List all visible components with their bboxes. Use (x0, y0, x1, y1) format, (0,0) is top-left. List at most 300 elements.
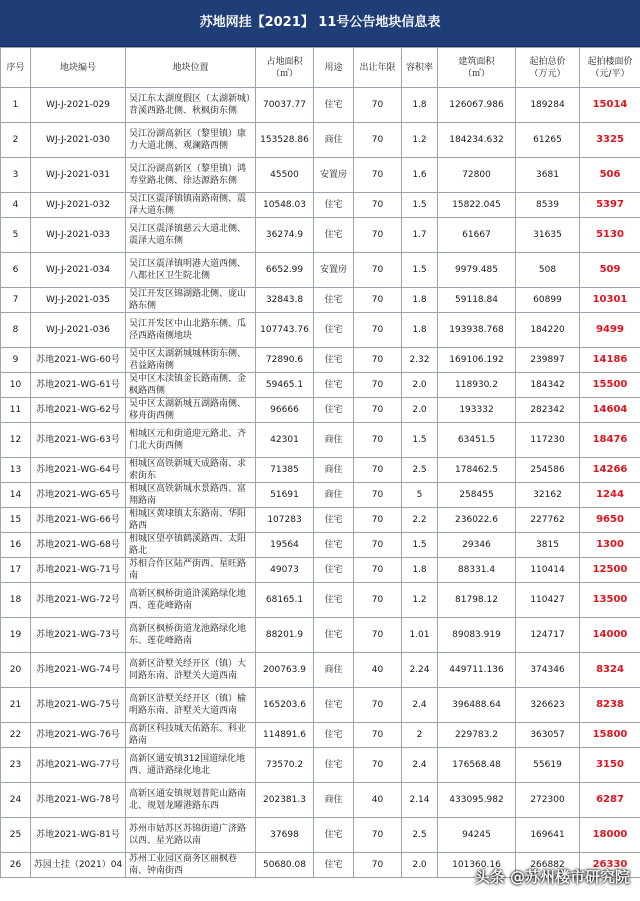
lease-years-cell: 70 (354, 88, 402, 123)
floor-area-cell: 229783.2 (438, 723, 516, 748)
plot-code-cell: 苏地2021-WG-65号 (31, 483, 126, 508)
starting-total-price-cell: 184342 (516, 373, 580, 398)
floor-area-cell: 126067.986 (438, 88, 516, 123)
land-area-cell: 165203.6 (256, 688, 314, 723)
plot-code-cell: WJ-J-2021-034 (31, 253, 126, 288)
table-row (1, 653, 640, 688)
plot-location-cell: 高新区浒墅关经开区（镇）榆明路东南、浒墅关大道西南 (126, 688, 256, 723)
land-use-cell: 住宅 (314, 688, 354, 723)
plot-code-cell: WJ-J-2021-035 (31, 288, 126, 313)
plot-ratio-cell: 2.0 (402, 853, 438, 878)
plot-location-cell: 吴中区太湖新城城林街东侧、君益路南侧 (126, 348, 256, 373)
land-use-cell: 住宅 (314, 218, 354, 253)
plot-ratio-cell: 2.24 (402, 653, 438, 688)
lease-years-cell: 70 (354, 123, 402, 158)
land-use-cell: 住宅 (314, 723, 354, 748)
plot-location-cell: 相城区高铁新城水景路西、富翔路南 (126, 483, 256, 508)
table-row (1, 193, 640, 218)
lease-years-cell: 70 (354, 423, 402, 458)
land-area-cell: 200763.9 (256, 653, 314, 688)
plot-code-cell: WJ-J-2021-030 (31, 123, 126, 158)
floor-area-cell: 59118.84 (438, 288, 516, 313)
row-index-cell: 17 (1, 558, 31, 583)
watermark-text: 头条 @苏州楼市研究院 (474, 868, 630, 886)
floor-area-cell: 449711.136 (438, 653, 516, 688)
plot-ratio-cell: 2 (402, 723, 438, 748)
starting-floor-price-cell: 509 (580, 253, 640, 288)
starting-total-price-cell: 239897 (516, 348, 580, 373)
floor-area-cell: 176568.48 (438, 748, 516, 783)
land-area-cell: 32843.8 (256, 288, 314, 313)
land-use-cell: 安置房 (314, 253, 354, 288)
lease-years-cell: 70 (354, 158, 402, 193)
land-area-cell: 71385 (256, 458, 314, 483)
land-use-cell: 住宅 (314, 748, 354, 783)
land-area-cell: 68165.1 (256, 583, 314, 618)
plot-code-cell: WJ-J-2021-033 (31, 218, 126, 253)
plot-code-cell: 苏地2021-WG-64号 (31, 458, 126, 483)
starting-total-price-cell: 374346 (516, 653, 580, 688)
plot-location-cell: 高新区通安镇312国道绿化地西、通浒路绿化地北 (126, 748, 256, 783)
plot-location-cell: 高新区通安镇规划普陀山路南北、规划龙曜港路东西 (126, 783, 256, 818)
starting-total-price-cell: 227762 (516, 508, 580, 533)
plot-location-cell: 吴江开发区锦湖路北侧、庞山路东侧 (126, 288, 256, 313)
plot-code-cell: WJ-J-2021-031 (31, 158, 126, 193)
column-header: 地块位置 (126, 48, 256, 88)
floor-area-cell: 88331.4 (438, 558, 516, 583)
lease-years-cell: 70 (354, 218, 402, 253)
floor-area-cell: 63451.5 (438, 423, 516, 458)
lease-years-cell: 70 (354, 723, 402, 748)
starting-total-price-cell: 32162 (516, 483, 580, 508)
plot-location-cell: 吴江汾湖高新区（黎里镇）鸿寿堂路北侧、徐达源路东侧 (126, 158, 256, 193)
starting-total-price-cell: 326623 (516, 688, 580, 723)
land-use-cell: 住宅 (314, 818, 354, 853)
lease-years-cell: 70 (354, 748, 402, 783)
plot-location-cell: 相城区元和街道迎元路北、齐门北大街西侧 (126, 423, 256, 458)
starting-floor-price-cell: 5397 (580, 193, 640, 218)
land-area-cell: 72890.6 (256, 348, 314, 373)
starting-floor-price-cell: 14186 (580, 348, 640, 373)
plot-code-cell: WJ-J-2021-032 (31, 193, 126, 218)
land-area-cell: 107743.76 (256, 313, 314, 348)
lease-years-cell: 70 (354, 193, 402, 218)
table-row (1, 558, 640, 583)
plot-code-cell: 苏地2021-WG-63号 (31, 423, 126, 458)
starting-total-price-cell: 60899 (516, 288, 580, 313)
floor-area-cell: 9979.485 (438, 253, 516, 288)
plot-code-cell: 苏地2021-WG-61号 (31, 373, 126, 398)
land-area-cell: 202381.3 (256, 783, 314, 818)
table-header (1, 48, 640, 88)
land-area-cell: 19564 (256, 533, 314, 558)
land-use-cell: 住宅 (314, 348, 354, 373)
starting-total-price-cell: 117230 (516, 423, 580, 458)
lease-years-cell: 70 (354, 458, 402, 483)
plot-location-cell: 吴江区震泽镇明港大道西侧、八都社区卫生院北侧 (126, 253, 256, 288)
row-index-cell: 1 (1, 88, 31, 123)
plot-ratio-cell: 1.8 (402, 558, 438, 583)
starting-total-price-cell: 266882 (516, 853, 580, 878)
starting-total-price-cell: 363057 (516, 723, 580, 748)
plot-ratio-cell: 1.5 (402, 533, 438, 558)
land-use-cell: 商住 (314, 458, 354, 483)
starting-total-price-cell: 254586 (516, 458, 580, 483)
header-row (1, 48, 640, 88)
floor-area-cell: 193332 (438, 398, 516, 423)
plot-location-cell: 相城区高铁新城天成路南、求索街东 (126, 458, 256, 483)
table-row (1, 253, 640, 288)
land-use-cell: 商住 (314, 483, 354, 508)
lease-years-cell: 70 (354, 313, 402, 348)
plot-ratio-cell: 1.2 (402, 583, 438, 618)
land-area-cell: 107283 (256, 508, 314, 533)
land-area-cell: 36274.9 (256, 218, 314, 253)
table-row (1, 688, 640, 723)
land-area-cell: 59465.1 (256, 373, 314, 398)
table-row (1, 88, 640, 123)
row-index-cell: 25 (1, 818, 31, 853)
column-header: 出让年限 (354, 48, 402, 88)
column-header: 容积率 (402, 48, 438, 88)
table-row (1, 783, 640, 818)
land-use-cell: 住宅 (314, 558, 354, 583)
plot-ratio-cell: 1.5 (402, 193, 438, 218)
lease-years-cell: 70 (354, 618, 402, 653)
plot-location-cell: 高新区浒墅关经开区（镇）大同路东南、浒墅关大道西南 (126, 653, 256, 688)
row-index-cell: 19 (1, 618, 31, 653)
column-header: 起拍总价 （万元） (516, 48, 580, 88)
table-row (1, 423, 640, 458)
starting-total-price-cell: 124717 (516, 618, 580, 653)
land-use-cell: 住宅 (314, 373, 354, 398)
plot-ratio-cell: 1.8 (402, 313, 438, 348)
starting-floor-price-cell: 3150 (580, 748, 640, 783)
starting-floor-price-cell: 14266 (580, 458, 640, 483)
table-row (1, 618, 640, 653)
lease-years-cell: 70 (354, 348, 402, 373)
row-index-cell: 20 (1, 653, 31, 688)
row-index-cell: 7 (1, 288, 31, 313)
floor-area-cell: 89083.919 (438, 618, 516, 653)
land-area-cell: 50680.08 (256, 853, 314, 878)
plot-location-cell: 相城区黄埭镇太东路南、华阳路西 (126, 508, 256, 533)
lease-years-cell: 70 (354, 533, 402, 558)
land-use-cell: 住宅 (314, 398, 354, 423)
plot-location-cell: 吴江汾湖高新区（黎里镇）康力大道北侧、观澜路西侧 (126, 123, 256, 158)
plot-code-cell: 苏地2021-WG-60号 (31, 348, 126, 373)
land-use-cell: 住宅 (314, 583, 354, 618)
floor-area-cell: 118930.2 (438, 373, 516, 398)
table-row (1, 288, 640, 313)
land-use-cell: 商住 (314, 423, 354, 458)
land-use-cell: 商住 (314, 783, 354, 818)
starting-floor-price-cell: 14000 (580, 618, 640, 653)
table-row (1, 583, 640, 618)
plot-location-cell: 相城区望亭镇鹤溪路西、太阳路北 (126, 533, 256, 558)
lease-years-cell: 40 (354, 783, 402, 818)
lease-years-cell: 70 (354, 688, 402, 723)
plot-code-cell: 苏地2021-WG-81号 (31, 818, 126, 853)
plot-location-cell: 吴江区震泽镇慈云大道北侧、震泽大道东侧 (126, 218, 256, 253)
land-use-cell: 住宅 (314, 313, 354, 348)
plot-location-cell: 苏州工业园区商务区丽枫巷南、钟南街西 (126, 853, 256, 878)
land-table (0, 47, 640, 878)
plot-ratio-cell: 2.32 (402, 348, 438, 373)
land-area-cell: 6652.99 (256, 253, 314, 288)
table-row (1, 818, 640, 853)
plot-location-cell: 吴江开发区中山北路东侧、瓜泾西路南侧地块 (126, 313, 256, 348)
starting-floor-price-cell: 12500 (580, 558, 640, 583)
table-row (1, 158, 640, 193)
plot-location-cell: 苏州市姑苏区苏锦街道广济路以西、星光路以南 (126, 818, 256, 853)
starting-total-price-cell: 31635 (516, 218, 580, 253)
plot-code-cell: WJ-J-2021-029 (31, 88, 126, 123)
plot-ratio-cell: 2.5 (402, 458, 438, 483)
floor-area-cell: 433095.982 (438, 783, 516, 818)
table-row (1, 123, 640, 158)
land-area-cell: 37698 (256, 818, 314, 853)
table-row (1, 483, 640, 508)
plot-ratio-cell: 1.7 (402, 218, 438, 253)
lease-years-cell: 40 (354, 653, 402, 688)
plot-code-cell: 苏园土挂（2021）04 (31, 853, 126, 878)
starting-floor-price-cell: 10301 (580, 288, 640, 313)
plot-ratio-cell: 1.5 (402, 423, 438, 458)
watermark (475, 866, 630, 887)
lease-years-cell: 70 (354, 558, 402, 583)
plot-ratio-cell: 2.5 (402, 818, 438, 853)
land-use-cell: 商住 (314, 123, 354, 158)
row-index-cell: 9 (1, 348, 31, 373)
plot-ratio-cell: 1.01 (402, 618, 438, 653)
plot-code-cell: 苏地2021-WG-76号 (31, 723, 126, 748)
plot-code-cell: WJ-J-2021-036 (31, 313, 126, 348)
table-title: 苏地网挂【2021】 11号公告地块信息表 (0, 0, 640, 47)
floor-area-cell: 15822.045 (438, 193, 516, 218)
land-area-cell: 73570.2 (256, 748, 314, 783)
lease-years-cell: 70 (354, 818, 402, 853)
land-use-cell: 安置房 (314, 158, 354, 193)
row-index-cell: 16 (1, 533, 31, 558)
column-header: 占地面积 （㎡） (256, 48, 314, 88)
row-index-cell: 14 (1, 483, 31, 508)
plot-code-cell: 苏地2021-WG-73号 (31, 618, 126, 653)
column-header: 序号 (1, 48, 31, 88)
plot-ratio-cell: 5 (402, 483, 438, 508)
starting-total-price-cell: 8539 (516, 193, 580, 218)
lease-years-cell: 70 (354, 583, 402, 618)
starting-total-price-cell: 61265 (516, 123, 580, 158)
floor-area-cell: 29346 (438, 533, 516, 558)
row-index-cell: 8 (1, 313, 31, 348)
land-area-cell: 96666 (256, 398, 314, 423)
starting-floor-price-cell: 6287 (580, 783, 640, 818)
starting-floor-price-cell: 15500 (580, 373, 640, 398)
starting-floor-price-cell: 9650 (580, 508, 640, 533)
column-header: 地块编号 (31, 48, 126, 88)
plot-code-cell: 苏地2021-WG-74号 (31, 653, 126, 688)
floor-area-cell: 236022.6 (438, 508, 516, 533)
plot-location-cell: 吴江东太湖度假区（太湖新城）苕溪西路北侧、秋枫街东侧 (126, 88, 256, 123)
lease-years-cell: 70 (354, 853, 402, 878)
lease-years-cell: 70 (354, 288, 402, 313)
land-use-cell: 住宅 (314, 88, 354, 123)
starting-floor-price-cell: 15800 (580, 723, 640, 748)
table-row (1, 748, 640, 783)
starting-floor-price-cell: 9499 (580, 313, 640, 348)
starting-floor-price-cell: 5130 (580, 218, 640, 253)
plot-location-cell: 吴中区木渎镇金长路南侧、金枫路西侧 (126, 373, 256, 398)
floor-area-cell: 258455 (438, 483, 516, 508)
floor-area-cell: 184234.632 (438, 123, 516, 158)
plot-code-cell: 苏地2021-WG-77号 (31, 748, 126, 783)
plot-ratio-cell: 2.4 (402, 748, 438, 783)
land-use-cell: 住宅 (314, 288, 354, 313)
table-row (1, 313, 640, 348)
land-area-cell: 10548.03 (256, 193, 314, 218)
column-header: 建筑面积 （㎡） (438, 48, 516, 88)
floor-area-cell: 396488.64 (438, 688, 516, 723)
row-index-cell: 10 (1, 373, 31, 398)
plot-location-cell: 吴江区震泽镇镇南路南侧、震泽大道东侧 (126, 193, 256, 218)
floor-area-cell: 61667 (438, 218, 516, 253)
row-index-cell: 3 (1, 158, 31, 193)
starting-floor-price-cell: 14604 (580, 398, 640, 423)
plot-code-cell: 苏地2021-WG-75号 (31, 688, 126, 723)
table-row (1, 398, 640, 423)
lease-years-cell: 70 (354, 373, 402, 398)
land-use-cell: 住宅 (314, 618, 354, 653)
land-area-cell: 45500 (256, 158, 314, 193)
starting-total-price-cell: 184220 (516, 313, 580, 348)
table-row (1, 723, 640, 748)
floor-area-cell: 72800 (438, 158, 516, 193)
lease-years-cell: 70 (354, 398, 402, 423)
plot-ratio-cell: 2.0 (402, 398, 438, 423)
lease-years-cell: 70 (354, 508, 402, 533)
row-index-cell: 6 (1, 253, 31, 288)
table-row (1, 508, 640, 533)
starting-floor-price-cell: 1300 (580, 533, 640, 558)
plot-ratio-cell: 1.6 (402, 158, 438, 193)
table-row (1, 348, 640, 373)
plot-code-cell: 苏地2021-WG-72号 (31, 583, 126, 618)
row-index-cell: 18 (1, 583, 31, 618)
plot-location-cell: 高新区枫桥街道龙池路绿化地东、莲花峰路南 (126, 618, 256, 653)
plot-code-cell: 苏地2021-WG-68号 (31, 533, 126, 558)
plot-ratio-cell: 1.8 (402, 288, 438, 313)
table-body (1, 88, 640, 878)
plot-location-cell: 高新区科技城天佑路东、科业路南 (126, 723, 256, 748)
land-area-cell: 49073 (256, 558, 314, 583)
starting-total-price-cell: 169641 (516, 818, 580, 853)
starting-floor-price-cell: 18000 (580, 818, 640, 853)
starting-floor-price-cell: 8238 (580, 688, 640, 723)
row-index-cell: 4 (1, 193, 31, 218)
starting-total-price-cell: 55619 (516, 748, 580, 783)
column-header: 起拍楼面价 （元/平） (580, 48, 640, 88)
plot-ratio-cell: 2.14 (402, 783, 438, 818)
starting-total-price-cell: 3681 (516, 158, 580, 193)
floor-area-cell: 81798.12 (438, 583, 516, 618)
starting-floor-price-cell: 8324 (580, 653, 640, 688)
starting-floor-price-cell: 13500 (580, 583, 640, 618)
starting-total-price-cell: 110414 (516, 558, 580, 583)
row-index-cell: 21 (1, 688, 31, 723)
land-use-cell: 住宅 (314, 508, 354, 533)
starting-total-price-cell: 282342 (516, 398, 580, 423)
land-use-cell: 住宅 (314, 193, 354, 218)
lease-years-cell: 70 (354, 483, 402, 508)
lease-years-cell: 70 (354, 253, 402, 288)
land-use-cell: 商住 (314, 653, 354, 688)
starting-total-price-cell: 189284 (516, 88, 580, 123)
row-index-cell: 12 (1, 423, 31, 458)
plot-code-cell: 苏地2021-WG-62号 (31, 398, 126, 423)
plot-ratio-cell: 2.4 (402, 688, 438, 723)
floor-area-cell: 178462.5 (438, 458, 516, 483)
row-index-cell: 23 (1, 748, 31, 783)
starting-floor-price-cell: 26330 (580, 853, 640, 878)
table-row (1, 458, 640, 483)
plot-ratio-cell: 2.2 (402, 508, 438, 533)
starting-total-price-cell: 110427 (516, 583, 580, 618)
plot-location-cell: 苏相合作区陆严街西、星旺路南 (126, 558, 256, 583)
land-area-cell: 153528.86 (256, 123, 314, 158)
row-index-cell: 15 (1, 508, 31, 533)
land-area-cell: 88201.9 (256, 618, 314, 653)
row-index-cell: 22 (1, 723, 31, 748)
table-row (1, 373, 640, 398)
plot-code-cell: 苏地2021-WG-71号 (31, 558, 126, 583)
plot-ratio-cell: 1.2 (402, 123, 438, 158)
land-use-cell: 住宅 (314, 853, 354, 878)
plot-code-cell: 苏地2021-WG-66号 (31, 508, 126, 533)
plot-location-cell: 吴中区太湖新城五湖路南侧、移舟街西侧 (126, 398, 256, 423)
starting-floor-price-cell: 506 (580, 158, 640, 193)
starting-floor-price-cell: 3325 (580, 123, 640, 158)
row-index-cell: 26 (1, 853, 31, 878)
plot-ratio-cell: 2.0 (402, 373, 438, 398)
land-use-cell: 住宅 (314, 533, 354, 558)
floor-area-cell: 193938.768 (438, 313, 516, 348)
row-index-cell: 11 (1, 398, 31, 423)
land-area-cell: 70037.77 (256, 88, 314, 123)
starting-floor-price-cell: 15014 (580, 88, 640, 123)
land-area-cell: 51691 (256, 483, 314, 508)
land-area-cell: 114891.6 (256, 723, 314, 748)
row-index-cell: 24 (1, 783, 31, 818)
starting-total-price-cell: 3815 (516, 533, 580, 558)
floor-area-cell: 169106.192 (438, 348, 516, 373)
floor-area-cell: 94245 (438, 818, 516, 853)
table-row (1, 218, 640, 253)
floor-area-cell: 101360.16 (438, 853, 516, 878)
plot-ratio-cell: 1.5 (402, 253, 438, 288)
plot-location-cell: 高新区枫桥街道浒溪路绿化地西、莲花峰路南 (126, 583, 256, 618)
column-header: 用途 (314, 48, 354, 88)
plot-ratio-cell: 1.8 (402, 88, 438, 123)
starting-total-price-cell: 272300 (516, 783, 580, 818)
row-index-cell: 2 (1, 123, 31, 158)
starting-total-price-cell: 508 (516, 253, 580, 288)
table-row (1, 533, 640, 558)
land-area-cell: 42301 (256, 423, 314, 458)
row-index-cell: 5 (1, 218, 31, 253)
row-index-cell: 13 (1, 458, 31, 483)
plot-code-cell: 苏地2021-WG-78号 (31, 783, 126, 818)
